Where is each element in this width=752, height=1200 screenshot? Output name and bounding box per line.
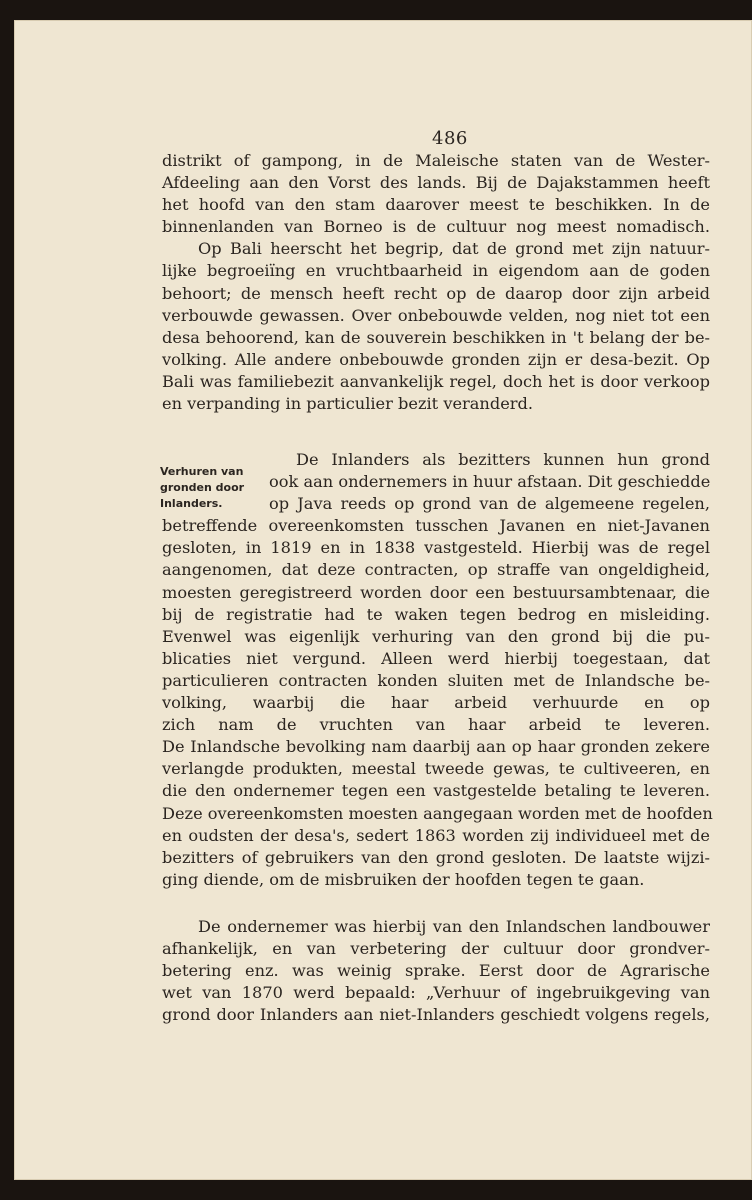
text-line: gesloten, in 1819 en in 1838 vastgesteld. Hierbij was de regel <box>162 538 710 558</box>
text-line: volking, waarbij die haar arbeid verhuurde en op <box>162 693 710 713</box>
page-number: 486 <box>432 128 468 149</box>
text-line: behoort; de mensch heeft recht op de daarop door zijn arbeid <box>162 283 710 303</box>
text-line: afhankelijk, en van verbetering der cultuur door grondver- <box>162 939 710 959</box>
text-line: die den ondernemer tegen een vastgestelde betaling te leveren. <box>162 781 710 801</box>
text-line: aangenomen, dat deze contracten, op straffe van ongeldigheid, <box>162 560 710 580</box>
marginal-note-line: Inlanders. <box>160 497 223 510</box>
text-line: moesten geregistreerd worden door een bestuursambtenaar, die <box>162 582 710 602</box>
text-line: volking. Alle andere onbebouwde gronden zijn er desa-bezit. Op <box>162 349 710 369</box>
marginal-note-line: Verhuren van <box>160 465 244 478</box>
text-line: De ondernemer was hierbij van den Inlandschen landbouwer <box>198 917 710 936</box>
text-line: en oudsten der desa's, sedert 1863 worden zij individueel met de <box>162 825 710 845</box>
text-line: en verpanding in particulier bezit veranderd. <box>162 394 534 414</box>
text-line: ging diende, om de misbruiken der hoofden tegen te gaan. <box>162 869 645 889</box>
text-line: Op Bali heerscht het begrip, dat de grond met zijn natuur- <box>198 239 710 259</box>
text-line: particulieren contracten konden sluiten met de Inlandsche be- <box>162 670 710 690</box>
text-line: verbouwde gewassen. Over onbebouwde velden, nog niet tot een <box>162 305 710 325</box>
text-line: betreffende overeenkomsten tusschen Javanen en niet-Javanen <box>162 516 710 536</box>
text-line: verlangde produkten, meestal tweede gewas, te cultiveeren, en <box>162 759 710 779</box>
text-line: blicaties niet vergund. Alleen werd hierbij toegestaan, dat <box>162 648 710 668</box>
text-line: ook aan ondernemers in huur afstaan. Dit geschiedde <box>269 472 711 492</box>
text-line: Deze overeenkomsten moesten aangegaan worden met de hoofden <box>162 803 713 823</box>
text-line: De Inlandsche bevolking nam daarbij aan op haar gronden zekere <box>162 737 710 757</box>
text-line: het hoofd van den stam daarover meest te beschikken. In de <box>162 195 710 215</box>
paragraph-1 <box>162 150 710 415</box>
text-line: desa behoorend, kan de souverein beschikken in 't belang der be- <box>162 327 710 347</box>
text-line: op Java reeds op grond van de algemeene regelen, <box>269 494 710 514</box>
text-line: Afdeeling aan den Vorst des lands. Bij de Dajakstammen heeft <box>162 173 710 193</box>
text-line: De Inlanders als bezitters kunnen hun grond <box>296 450 710 469</box>
text-line: distrikt of gampong, in de Maleische staten van de Wester- <box>162 151 710 170</box>
text-line: bezitters of gebruikers van den grond gesloten. De laatste wijzi- <box>162 847 710 867</box>
text-line: lijke begroeiïng en vruchtbaarheid in eigendom aan de goden <box>162 261 710 281</box>
paragraph-2 <box>162 449 713 891</box>
text-line: grond door Inlanders aan niet-Inlanders geschiedt volgens regels, <box>162 1005 710 1025</box>
text-line: wet van 1870 werd bepaald: „Verhuur of ingebruikgeving van <box>162 983 710 1003</box>
text-line: Evenwel was eigenlijk verhuring van den grond bij die pu- <box>162 626 710 646</box>
paragraph-3 <box>162 916 710 1026</box>
text-line: bij de registratie had te waken tegen bedrog en misleiding. <box>162 604 710 624</box>
text-line: betering enz. was weinig sprake. Eerst door de Agrarische <box>162 961 710 981</box>
text-line: zich nam de vruchten van haar arbeid te leveren. <box>162 715 710 735</box>
text-line: Bali was familiebezit aanvankelijk regel, doch het is door verkoop <box>162 371 710 391</box>
text-line: binnenlanden van Borneo is de cultuur nog meest nomadisch. <box>162 217 710 237</box>
marginal-note-line: gronden door <box>160 481 245 494</box>
